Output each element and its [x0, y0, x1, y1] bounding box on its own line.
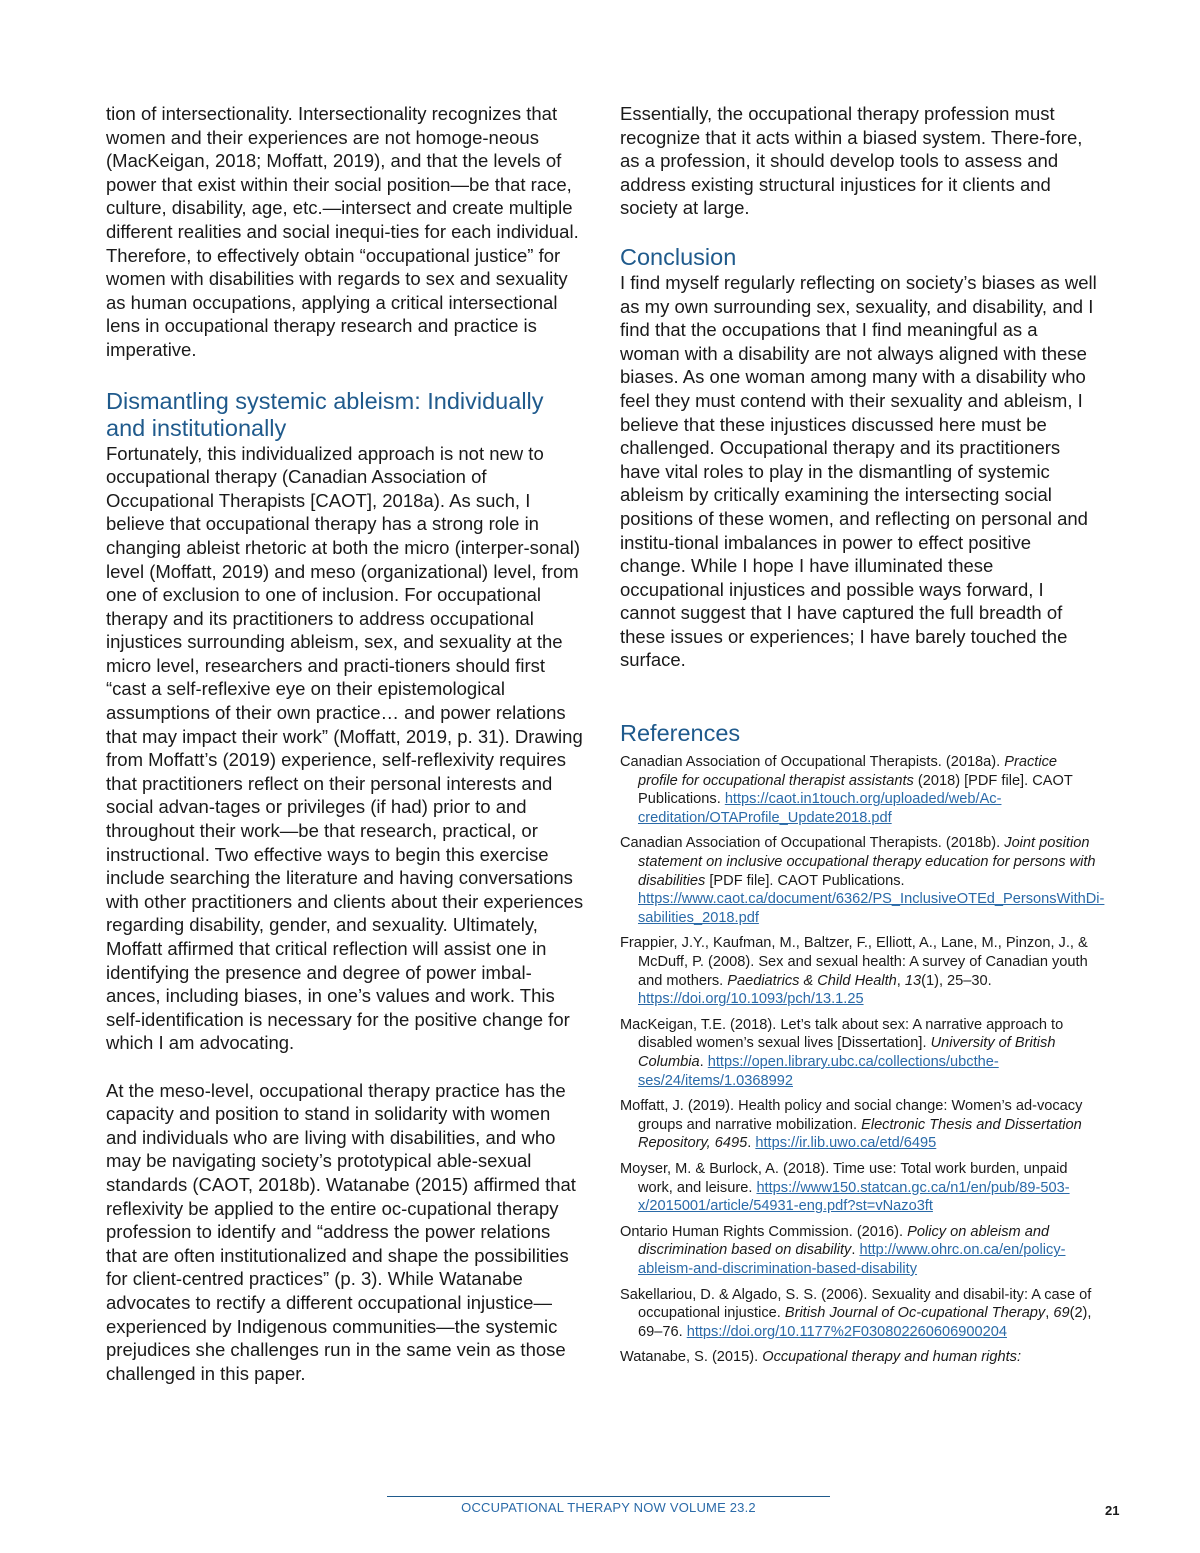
reference-entry — [620, 1286, 1098, 1342]
reference-title: Joint position statement on inclusive occupational therapy education for persons with disabilities — [638, 835, 1096, 889]
reference-entry — [620, 1348, 1098, 1367]
reference-entry — [620, 1016, 1098, 1090]
section-heading-conclusion: Conclusion — [620, 243, 737, 270]
body-paragraph: At the meso-level, occupational therapy practice has the capacity and position to stand in solidarity with women and individuals who are living with disabilities, and who may be navigating society’s prototypical able-sexual standards (CAOT, 2018b). Watanabe (2015) affirmed that reflexivity be applied to the entire oc-cupational therapy profession to identify and “address the power relations that are often institutionalized and shape the possibilities for client-centred practices” (p. 3). While Watanabe advocates to rectify a different occupational injustice—experienced by Indigenous communities—the systemic prejudices she challenges run in the same vein as those challenged in this paper. — [106, 1079, 576, 1384]
conclusion-paragraph: I find myself regularly reflecting on society’s biases as well as my own surrounding sex, sexuality, and disability, and I find that the occupations that I find meaningful as a woman with a disability are not always aligned with these biases. As one woman among many with a disability who feel they must contend with their sexuality and ableism, I believe that these injustices discussed here must be challenged. Occupational therapy and its practitioners have vital roles to play in the dismantling of systemic ableism by critically examining the intersecting social positions of these women, and reflecting on personal and institu-tional imbalances in power to effect positive change. While I hope I have illuminated these occupational injustices and possible ways forward, I cannot suggest that I have captured the full breadth of these issues or experiences; I have barely touched the surface. — [620, 271, 1097, 671]
footer-rule — [387, 1496, 830, 1497]
reference-text: (1), 25–30. — [921, 972, 992, 989]
reference-volume: 69 — [1053, 1305, 1070, 1322]
reference-link[interactable]: https://ir.lib.uwo.ca/etd/6495 — [755, 1135, 937, 1152]
reference-text: Ontario Human Rights Commission. (2016). — [620, 1223, 908, 1240]
reference-text: Frappier, J.Y., Kaufman, M., Baltzer, F., Elliott, A., Lane, M., Pinzon, J., & McDuff, P. (2008). Sex and sexual health: A survey of Canadian youth and mothers. — [620, 935, 1088, 989]
reference-entry — [620, 934, 1098, 1008]
body-paragraph: Essentially, the occupational therapy profession must recognize that it acts within a biased system. There-fore, as a profession, it should develop tools to assess and address existing structural injustices for it clients and society at large. — [620, 103, 1083, 219]
body-paragraph: tion of intersectionality. Intersectionality recognizes that women and their experiences are not homoge-neous (MacKeigan, 2018; Moffatt, 2019), and that the levels of power that exist within their social position—be that race, culture, disability, age, etc.—intersect and create multiple different realities and social inequi-ties for each individual. Therefore, to effectively obtain “occupational justice” for women with disabilities with regards to sex and sexuality as human occupations, applying a critical intersectional lens in occupational therapy research and practice is imperative. — [106, 103, 579, 360]
reference-text: . — [747, 1135, 756, 1152]
reference-entry — [620, 1160, 1098, 1216]
reference-title: British Journal of Oc-cupational Therapy — [784, 1305, 1046, 1322]
reference-text: , — [896, 972, 905, 989]
reference-link[interactable]: http://www.ohrc.on.ca/en/policy-ableism-and-discrimination-based-disability — [638, 1242, 1066, 1277]
reference-title: Paediatrics & Child Health — [727, 972, 897, 989]
left-column — [106, 102, 584, 1385]
reference-text: Sakellariou, D. & Algado, S. S. (2006). Sexuality and disabil-ity: A case of occupational injustice. — [620, 1286, 1092, 1322]
running-footer: OCCUPATIONAL THERAPY NOW VOLUME 23.2 — [461, 1500, 756, 1515]
body-paragraph: Fortunately, this individualized approach is not new to occupational therapy (Canadian Association of Occupational Therapists [CAOT], 2018a). As such, I believe that occupational therapy has a strong role in changing ableist rhetoric at both the micro (interper-sonal) level (Moffatt, 2019) and meso (organizational) level, from one of exclusion to one of inclusion. For occupational therapy and its practitioners to address occupational injustices surrounding ableism, sex, and sexuality at the micro level, researchers and practi-tioners should first “cast a self-reflexive eye on their epistemological assumptions of their own practice… and power relations that may impact their work” (Moffatt, 2019, p. 31). Drawing from Moffatt’s (2019) experience, self-reflexivity requires that practitioners reflect on their personal interests and social advan-tages or privileges (if had) prior to and throughout their work—be that research, practical, or instructional. Two effective ways to begin this exercise include searching the literature and having conversations with other practitioners and clients about their experiences regarding disability, gender, and sexuality. Ultimately, Moffatt affirmed that critical reflection will assist one in identifying the presence and degree of power imbal-ances, including biases, in one’s values and work. This self-identification is necessary for the positive change for which I am advocating. — [106, 442, 584, 1054]
reference-entry — [620, 1223, 1098, 1279]
reference-title: Electronic Thesis and Dissertation Repository, 6495 — [638, 1116, 1082, 1152]
reference-text: . — [851, 1242, 860, 1259]
reference-text: Moffatt, J. (2019). Health policy and social change: Women’s ad-vocacy groups and narrative mobilization. — [620, 1098, 1083, 1133]
reference-link[interactable]: https://doi.org/10.1177%2F030802260606900204 — [686, 1323, 1007, 1340]
reference-link[interactable]: https://www.caot.ca/document/6362/PS_InclusiveOTEd_PersonsWithDi-sabilities_2018.pdf — [638, 891, 1105, 926]
page-number: 21 — [1105, 1503, 1120, 1518]
reference-text: Moyser, M. & Burlock, A. (2018). Time use: Total work burden, unpaid work, and leisure. — [620, 1160, 1068, 1196]
reference-text: [PDF file]. CAOT Publications. — [705, 872, 905, 889]
reference-text: MacKeigan, T.E. (2018). Let’s talk about sex: A narrative approach to disabled women’s sexual lives [Dissertation]. — [620, 1016, 1064, 1052]
reference-text: Watanabe, S. (2015). — [620, 1349, 763, 1366]
reference-text: . — [699, 1053, 708, 1070]
reference-link[interactable]: https://open.library.ubc.ca/collections/ubcthe-ses/24/items/1.0368992 — [638, 1053, 999, 1089]
reference-text: (2018) [PDF file]. CAOT Publications. — [638, 772, 1073, 808]
reference-link[interactable]: https://doi.org/10.1093/pch/13.1.25 — [638, 991, 864, 1008]
reference-volume: 13 — [904, 972, 922, 989]
section-heading-references: References — [620, 720, 741, 747]
reference-entry — [620, 753, 1098, 827]
reference-link[interactable]: https://www150.statcan.gc.ca/n1/en/pub/89-503-x/2015001/article/54931-eng.pdf?st=vNazo3ft — [638, 1179, 1070, 1215]
reference-entry — [620, 1097, 1098, 1153]
reference-title: Policy on ableism and discrimination based on disability — [638, 1223, 1050, 1259]
reference-text: Canadian Association of Occupational Therapists. (2018b). — [620, 835, 1005, 852]
reference-list — [620, 753, 1105, 1367]
reference-text: Canadian Association of Occupational Therapists. (2018a). — [620, 754, 1005, 771]
section-heading-dismantling: Dismantling systemic ableism: Individually and institutionally — [106, 387, 544, 441]
right-column — [620, 102, 1105, 1374]
reference-title: University of British Columbia — [638, 1035, 1056, 1070]
reference-text: , — [1045, 1305, 1054, 1322]
reference-link[interactable]: https://caot.in1touch.org/uploaded/web/Ac-creditation/OTAProfile_Update2018.pdf — [638, 791, 1002, 826]
reference-text: (2), 69–76. — [638, 1305, 1092, 1340]
reference-title: Practice profile for occupational therapist assistants — [638, 754, 1057, 789]
reference-title: Occupational therapy and human rights: — [762, 1349, 1022, 1366]
reference-entry — [620, 834, 1105, 927]
